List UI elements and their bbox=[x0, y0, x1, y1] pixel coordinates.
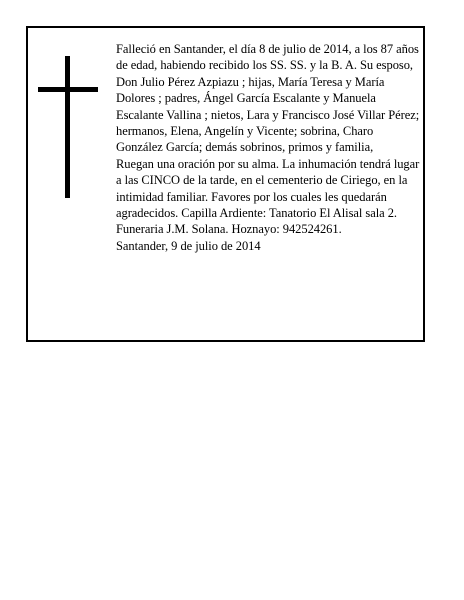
notice-paragraph-main: Falleció en Santander, el día 8 de julio de 2014, a los 87 años de edad, habiendo recibido los SS. SS. y la B. A. Su esposo, Don Julio Pérez Azpiazu ; hijas, María Teresa y María Dolores ; padres, Ángel García Escalante y Manuela Escalante Vallina ; nietos, Lara y Francisco José Villar Pérez; hermanos, Elena, Angelín y Vicente; sobrina, Charo González García; demás sobrinos, primos y familia, bbox=[116, 42, 420, 155]
obituary-notice bbox=[26, 26, 425, 342]
notice-paragraph-date: Santander, 9 de julio de 2014 bbox=[116, 238, 261, 253]
notice-paragraph-funeral-home: Funeraria J.M. Solana. Hoznayo: 942524261. bbox=[116, 222, 342, 237]
notice-paragraph-prayer: Ruegan una oración por su alma. La inhumación tendrá lugar a las CINCO de la tarde, en el cementerio de Ciriego, en la intimidad familiar. Favores por los cuales les quedarán agradecidos. Capilla Ardiente: Tanatorio El Alisal sala 2. bbox=[116, 156, 420, 221]
cross-icon bbox=[38, 56, 98, 198]
notice-text bbox=[116, 41, 421, 254]
cross-horizontal-bar bbox=[38, 87, 98, 92]
cross-vertical-bar bbox=[65, 56, 70, 198]
